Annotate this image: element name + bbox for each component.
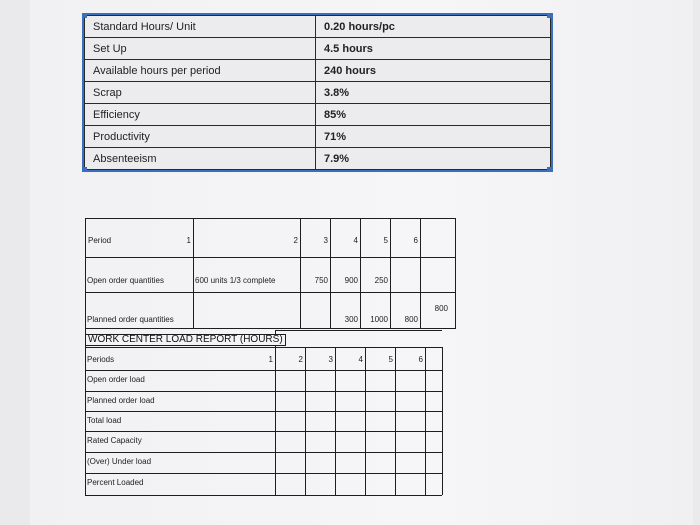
parameter-value[interactable]: 85%: [316, 104, 551, 126]
parameter-row[interactable]: [85, 16, 551, 38]
parameter-label[interactable]: Available hours per period: [85, 60, 316, 82]
load-row-label: Planned order load: [87, 396, 155, 405]
selection-handle-bottom-right[interactable]: [547, 167, 552, 172]
load-period-number: 3: [328, 355, 333, 364]
parameter-label[interactable]: Set Up: [85, 38, 316, 60]
parameter-label[interactable]: Standard Hours/ Unit: [85, 16, 316, 38]
parameter-value[interactable]: 240 hours: [316, 60, 551, 82]
parameter-label[interactable]: Productivity: [85, 126, 316, 148]
parameter-row[interactable]: [85, 104, 551, 126]
grid-line: [442, 347, 443, 495]
period-number: 3: [323, 236, 328, 245]
grid-line: [455, 218, 456, 328]
planned-order-value: 300: [344, 315, 358, 324]
grid-line: [300, 218, 301, 328]
grid-line: [85, 257, 456, 258]
grid-line: [365, 347, 366, 495]
parameter-row[interactable]: [85, 126, 551, 148]
period-number: 4: [353, 236, 358, 245]
grid-line: [360, 218, 361, 328]
grid-line: [85, 495, 442, 496]
grid-line: [85, 330, 86, 495]
parameter-label[interactable]: Scrap: [85, 82, 316, 104]
load-report-title: WORK CENTER LOAD REPORT (HOURS): [86, 334, 286, 346]
grid-line: [85, 347, 442, 348]
period-label: Period: [88, 236, 112, 245]
period-number: 6: [413, 236, 418, 245]
load-row-label: Rated Capacity: [87, 436, 142, 445]
grid-line: [425, 347, 426, 495]
parameter-row[interactable]: [85, 82, 551, 104]
period-number: 5: [383, 236, 388, 245]
open-order-value: 250: [374, 276, 388, 285]
selection-handle-bottom-left[interactable]: [82, 167, 87, 172]
grid-line: [85, 370, 442, 371]
grid-line: [85, 328, 456, 329]
load-row-label: (Over) Under load: [87, 457, 152, 466]
load-period-number: 6: [418, 355, 423, 364]
grid-line: [390, 218, 391, 328]
grid-line: [305, 347, 306, 495]
planned-order-value: 800: [434, 304, 448, 313]
open-orders-note: 600 units 1/3 complete: [195, 276, 276, 285]
grid-line: [275, 347, 276, 495]
grid-line: [85, 218, 86, 330]
grid-line: [85, 391, 442, 392]
grid-line: [85, 452, 442, 453]
selection-handle-top-left[interactable]: [82, 13, 87, 18]
planned-orders-label: Planned order quantities: [87, 315, 174, 324]
parameter-label[interactable]: Absenteeism: [85, 148, 316, 170]
parameter-value[interactable]: 3.8%: [316, 82, 551, 104]
grid-line: [335, 347, 336, 495]
periods-label: Periods: [87, 355, 115, 364]
period-number: 2: [293, 236, 298, 245]
load-row-label: Open order load: [87, 375, 145, 384]
planned-order-value: 800: [404, 315, 418, 324]
load-row-label: Percent Loaded: [87, 478, 144, 487]
grid-line: [85, 473, 442, 474]
load-period-number: 5: [388, 355, 393, 364]
parameter-value[interactable]: 4.5 hours: [316, 38, 551, 60]
parameters-table[interactable]: [84, 15, 551, 170]
load-period-number: 1: [268, 355, 273, 364]
period-number: 1: [186, 236, 191, 245]
grid-line: [85, 292, 456, 293]
open-orders-label: Open order quantities: [87, 276, 164, 285]
open-order-value: 750: [314, 276, 328, 285]
parameter-value[interactable]: 7.9%: [316, 148, 551, 170]
grid-line: [395, 347, 396, 495]
parameter-label[interactable]: Efficiency: [85, 104, 316, 126]
parameter-row[interactable]: [85, 60, 551, 82]
parameter-value[interactable]: 0.20 hours/pc: [316, 16, 551, 38]
selection-handle-top-right[interactable]: [547, 13, 552, 18]
parameter-row[interactable]: [85, 38, 551, 60]
grid-line: [193, 218, 194, 328]
load-period-number: 4: [358, 355, 363, 364]
grid-line: [330, 218, 331, 328]
load-period-number: 2: [298, 355, 303, 364]
open-order-value: 900: [344, 276, 358, 285]
planned-order-value: 1000: [370, 315, 388, 324]
grid-line: [85, 218, 456, 219]
grid-line: [85, 431, 442, 432]
load-row-label: Total load: [87, 416, 122, 425]
parameter-value[interactable]: 71%: [316, 126, 551, 148]
grid-line: [85, 411, 442, 412]
grid-line: [275, 330, 442, 331]
parameter-row[interactable]: [85, 148, 551, 170]
